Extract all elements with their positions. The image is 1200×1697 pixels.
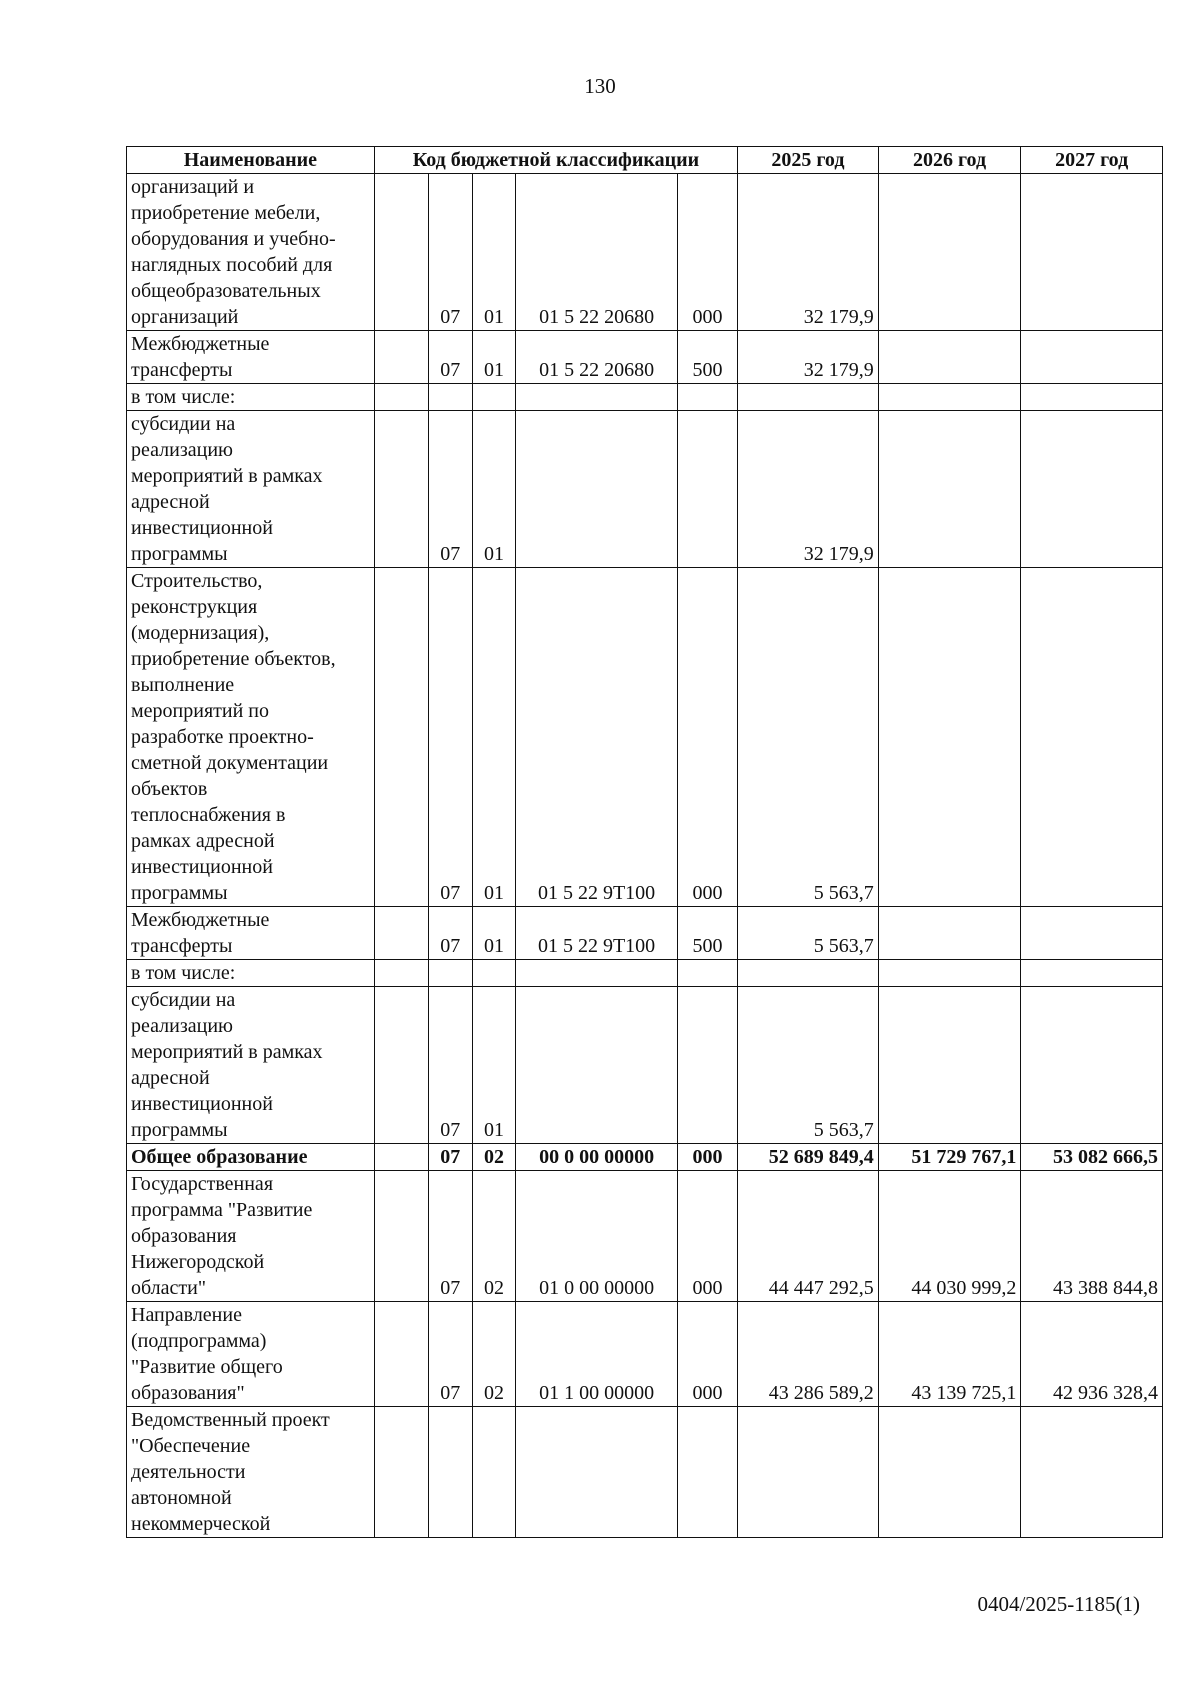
code-subsection (472, 960, 516, 987)
value-2026 (878, 174, 1021, 331)
code-section (428, 384, 472, 411)
code-expense-type: 500 (677, 331, 737, 384)
value-2026: 43 139 725,1 (878, 1302, 1021, 1407)
code-target (516, 987, 677, 1144)
code-section: 07 (428, 568, 472, 907)
value-2026 (878, 907, 1021, 960)
value-2025 (738, 1407, 879, 1538)
table-row (127, 1407, 1163, 1538)
value-2026 (878, 384, 1021, 411)
page-number: 130 (584, 74, 616, 98)
value-2025: 32 179,9 (738, 331, 879, 384)
code-subsection: 01 (472, 907, 516, 960)
document-code: 0404/2025-1185(1) (977, 1592, 1140, 1616)
header-2027: 2027 год (1021, 147, 1163, 174)
code-target: 01 5 22 20680 (516, 174, 677, 331)
code-target: 00 0 00 00000 (516, 1144, 677, 1171)
value-2026 (878, 987, 1021, 1144)
code-target: 01 5 22 9Т100 (516, 568, 677, 907)
header-2025: 2025 год (738, 147, 879, 174)
code-target (516, 411, 677, 568)
code-target (516, 1407, 677, 1538)
value-2027: 53 082 666,5 (1021, 1144, 1163, 1171)
code-cell (374, 411, 428, 568)
value-2027 (1021, 411, 1163, 568)
code-cell (374, 1171, 428, 1302)
code-target: 01 1 00 00000 (516, 1302, 677, 1407)
value-2027 (1021, 568, 1163, 907)
code-expense-type (677, 987, 737, 1144)
value-2026 (878, 331, 1021, 384)
table-row (127, 987, 1163, 1144)
value-2027 (1021, 174, 1163, 331)
row-name: Ведомственный проект "Обеспечение деятельности автономной некоммерческой (127, 1407, 375, 1538)
value-2026: 44 030 999,2 (878, 1171, 1021, 1302)
value-2026 (878, 568, 1021, 907)
value-2025: 43 286 589,2 (738, 1302, 879, 1407)
value-2027: 43 388 844,8 (1021, 1171, 1163, 1302)
code-cell (374, 1144, 428, 1171)
value-2025: 52 689 849,4 (738, 1144, 879, 1171)
code-section (428, 1407, 472, 1538)
value-2027 (1021, 331, 1163, 384)
code-subsection: 02 (472, 1144, 516, 1171)
value-2025: 44 447 292,5 (738, 1171, 879, 1302)
code-target (516, 384, 677, 411)
code-subsection: 01 (472, 568, 516, 907)
code-cell (374, 331, 428, 384)
code-section: 07 (428, 331, 472, 384)
value-2025: 5 563,7 (738, 568, 879, 907)
row-name: Государственная программа "Развитие образования Нижегородской области" (127, 1171, 375, 1302)
code-cell (374, 174, 428, 331)
code-subsection: 01 (472, 331, 516, 384)
value-2025: 32 179,9 (738, 411, 879, 568)
row-name: Общее образование (127, 1144, 375, 1171)
code-target (516, 960, 677, 987)
table-row (127, 411, 1163, 568)
table-row (127, 907, 1163, 960)
table-row (127, 1171, 1163, 1302)
code-expense-type: 000 (677, 174, 737, 331)
table-row (127, 1144, 1163, 1171)
row-name: в том числе: (127, 960, 375, 987)
value-2025: 5 563,7 (738, 907, 879, 960)
value-2026 (878, 960, 1021, 987)
code-target: 01 5 22 9Т100 (516, 907, 677, 960)
row-name: организаций и приобретение мебели, оборудования и учебно- наглядных пособий для общеобразовательных организаций (127, 174, 375, 331)
code-section: 07 (428, 987, 472, 1144)
table-row (127, 384, 1163, 411)
value-2027 (1021, 987, 1163, 1144)
code-subsection: 01 (472, 987, 516, 1144)
table-row (127, 960, 1163, 987)
code-section: 07 (428, 174, 472, 331)
code-subsection: 01 (472, 174, 516, 331)
code-subsection (472, 1407, 516, 1538)
code-target: 01 5 22 20680 (516, 331, 677, 384)
code-expense-type: 000 (677, 1302, 737, 1407)
code-cell (374, 384, 428, 411)
code-expense-type (677, 411, 737, 568)
value-2025 (738, 960, 879, 987)
value-2025: 32 179,9 (738, 174, 879, 331)
code-cell (374, 987, 428, 1144)
header-name: Наименование (127, 147, 375, 174)
code-target: 01 0 00 00000 (516, 1171, 677, 1302)
code-section: 07 (428, 1171, 472, 1302)
code-subsection (472, 384, 516, 411)
table-row (127, 331, 1163, 384)
code-expense-type: 000 (677, 1171, 737, 1302)
table-row (127, 174, 1163, 331)
value-2025 (738, 384, 879, 411)
code-cell (374, 568, 428, 907)
value-2026 (878, 1407, 1021, 1538)
table-header-row (127, 147, 1163, 174)
code-section: 07 (428, 1144, 472, 1171)
value-2027 (1021, 960, 1163, 987)
value-2025: 5 563,7 (738, 987, 879, 1144)
header-2026: 2026 год (878, 147, 1021, 174)
code-section: 07 (428, 1302, 472, 1407)
code-expense-type (677, 1407, 737, 1538)
value-2027 (1021, 907, 1163, 960)
row-name: Направление (подпрограмма) "Развитие общего образования" (127, 1302, 375, 1407)
row-name: Межбюджетные трансферты (127, 331, 375, 384)
value-2026: 51 729 767,1 (878, 1144, 1021, 1171)
budget-table (126, 146, 1163, 1538)
code-subsection: 01 (472, 411, 516, 568)
table-row (127, 1302, 1163, 1407)
value-2027 (1021, 1407, 1163, 1538)
value-2027: 42 936 328,4 (1021, 1302, 1163, 1407)
code-expense-type: 500 (677, 907, 737, 960)
code-section: 07 (428, 907, 472, 960)
row-name: субсидии на реализацию мероприятий в рамках адресной инвестиционной программы (127, 987, 375, 1144)
code-expense-type: 000 (677, 1144, 737, 1171)
code-expense-type (677, 384, 737, 411)
code-subsection: 02 (472, 1171, 516, 1302)
value-2027 (1021, 384, 1163, 411)
table-row (127, 568, 1163, 907)
row-name: субсидии на реализацию мероприятий в рамках адресной инвестиционной программы (127, 411, 375, 568)
code-section: 07 (428, 411, 472, 568)
code-expense-type (677, 960, 737, 987)
row-name: Строительство, реконструкция (модернизация), приобретение объектов, выполнение мероприятий по разработке проектно- сметной документации объектов теплоснабжения в рамках адресной инвестиционной программы (127, 568, 375, 907)
code-cell (374, 1407, 428, 1538)
code-cell (374, 960, 428, 987)
value-2026 (878, 411, 1021, 568)
header-code: Код бюджетной классификации (374, 147, 737, 174)
code-subsection: 02 (472, 1302, 516, 1407)
row-name: Межбюджетные трансферты (127, 907, 375, 960)
code-cell (374, 1302, 428, 1407)
code-cell (374, 907, 428, 960)
row-name: в том числе: (127, 384, 375, 411)
code-section (428, 960, 472, 987)
code-expense-type: 000 (677, 568, 737, 907)
